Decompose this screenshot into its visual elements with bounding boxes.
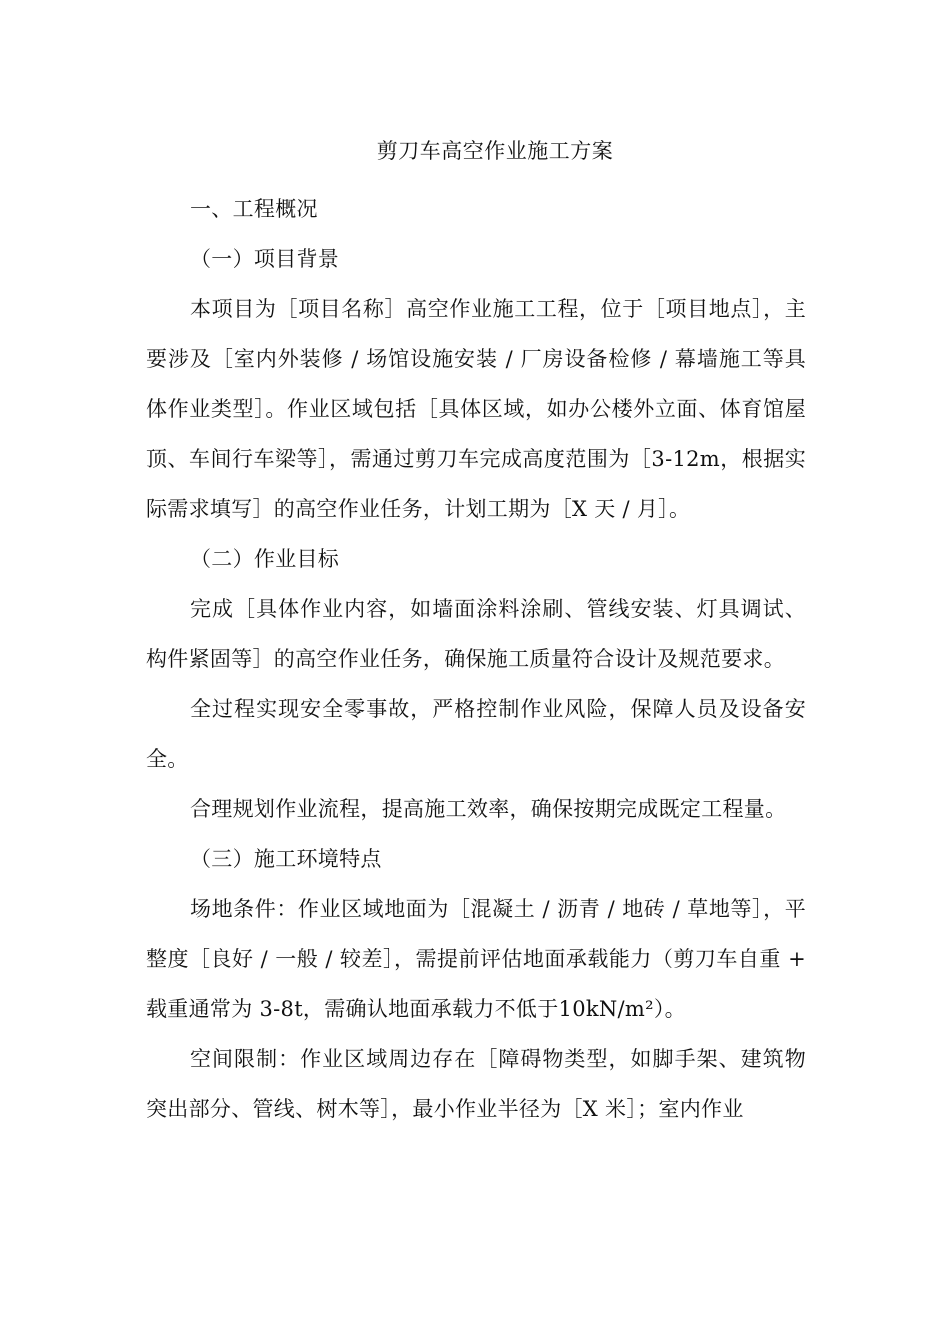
paragraph: 空间限制：作业区域周边存在［障碍物类型，如脚手架、建筑物突出部分、管线、树木等］，最小作业半径为［X 米］；室内作业	[146, 1047, 806, 1121]
paragraph: 场地条件：作业区域地面为［混凝土 / 沥青 / 地砖 / 草地等］，平整度［良好 / 一般 / 较差］，需提前评估地面承载能力（剪刀车自重 + 载重通常为 3-8t，需确认地面承载力不低于10kN/m²）。	[146, 897, 806, 1021]
document-body	[146, 184, 806, 1134]
paragraph: 本项目为［项目名称］高空作业施工工程，位于［项目地点］，主要涉及［室内外装修 / 场馆设施安装 / 厂房设备检修 / 幕墙施工等具体作业类型］。作业区域包括［具体区域，如办公楼外立面、体育馆屋顶、车间行车梁等］，需通过剪刀车完成高度范围为［3-12m，根据实际需求填写］的高空作业任务，计划工期为［X 天 / 月］。	[146, 297, 806, 521]
paragraph: 合理规划作业流程，提高施工效率，确保按期完成既定工程量。	[190, 797, 787, 821]
document-title: 剪刀车高空作业施工方案	[376, 139, 614, 163]
paragraph: 全过程实现安全零事故，严格控制作业风险，保障人员及设备安全。	[146, 697, 806, 771]
subsection-heading: （一）项目背景	[190, 247, 340, 271]
section-heading: 一、工程概况	[190, 197, 318, 221]
subsection-heading: （二）作业目标	[190, 547, 340, 571]
subsection-heading: （三）施工环境特点	[190, 847, 382, 871]
paragraph: 完成［具体作业内容，如墙面涂料涂刷、管线安装、灯具调试、构件紧固等］的高空作业任务，确保施工质量符合设计及规范要求。	[146, 597, 806, 671]
